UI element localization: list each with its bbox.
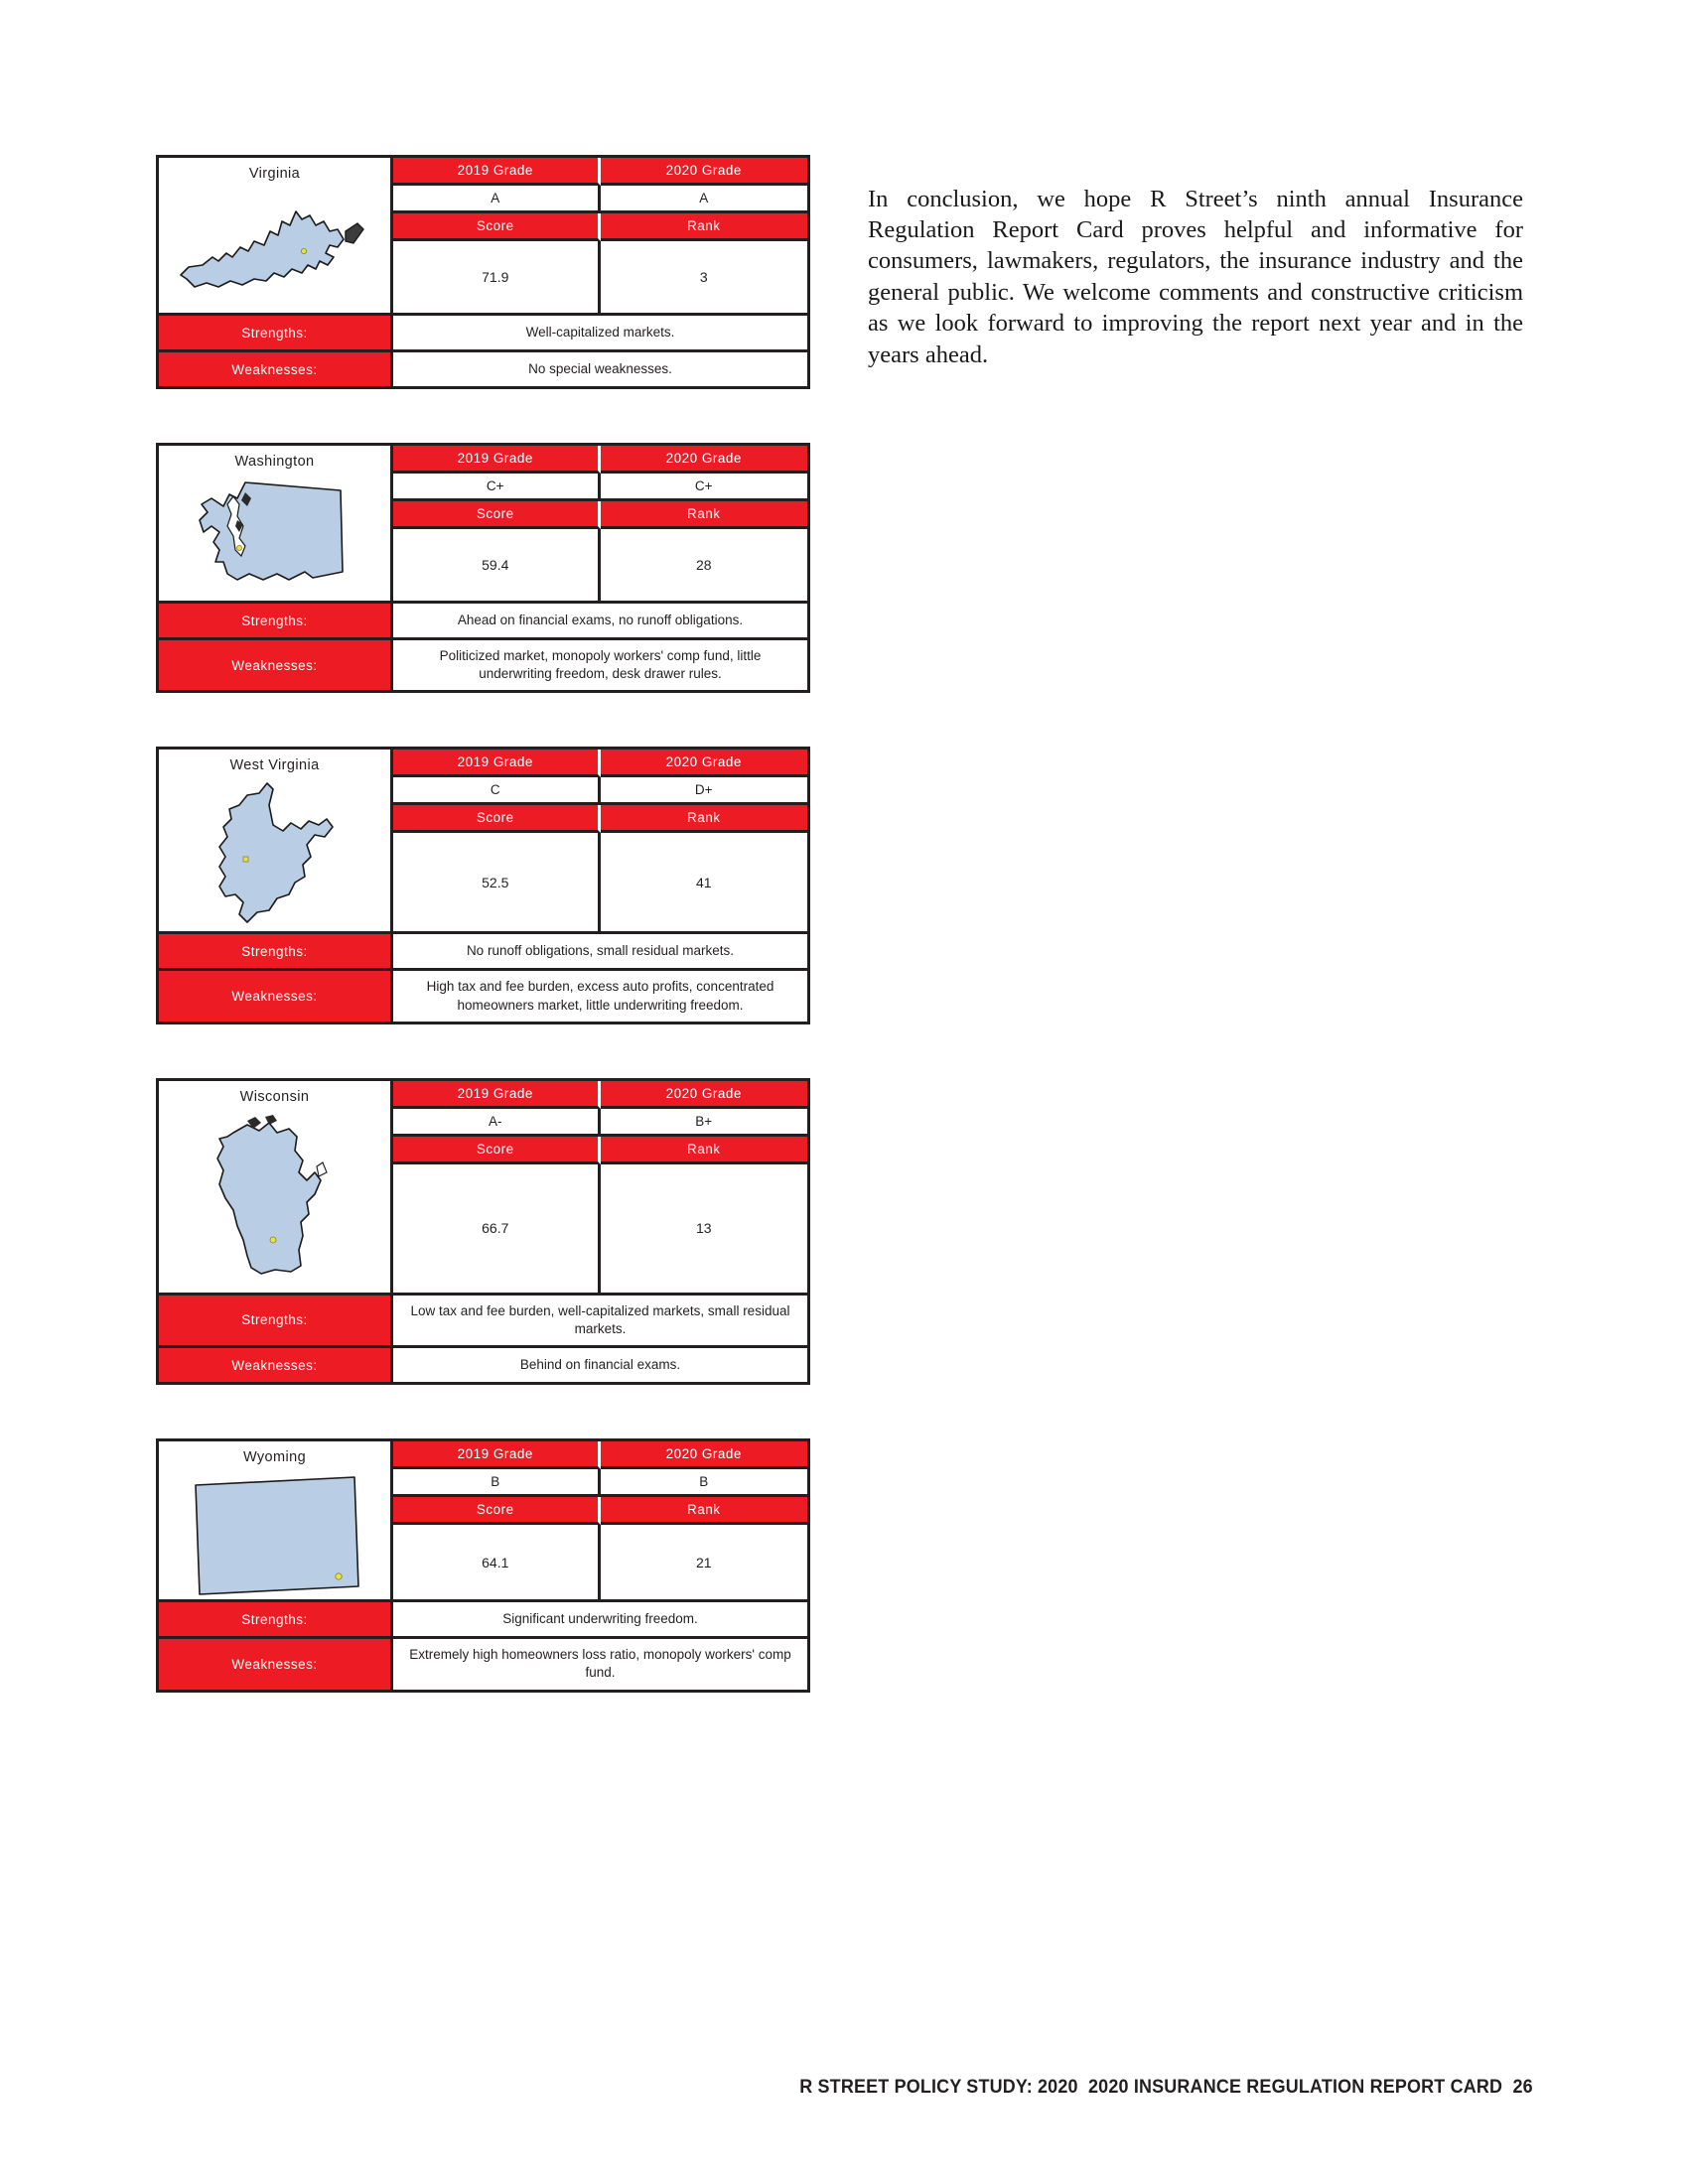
conclusion-paragraph: In conclusion, we hope R Street’s ninth annual Insurance Regulation Report Card proves helpful and informative for consumers, lawmakers, regulators, the insurance industry and the general public. We welcome comments and constructive criticism as we look forward to improving the report next year and in the years ahead. xyxy=(868,185,1523,368)
value-2020-grade: B xyxy=(601,1469,808,1497)
header-rank: Rank xyxy=(601,501,808,529)
value-2020-grade: B+ xyxy=(601,1109,808,1137)
weaknesses-row xyxy=(159,1639,807,1689)
weaknesses-text: Politicized market, monopoly workers' comp fund, little underwriting freedom, desk drawer rules. xyxy=(393,640,807,690)
state-card-wyoming xyxy=(156,1438,810,1692)
header-score: Score xyxy=(393,213,601,241)
header-2020-grade: 2020 Grade xyxy=(601,446,808,474)
state-card-west-virginia xyxy=(156,747,810,1024)
score-rank-header-row xyxy=(393,213,807,241)
grades-panel xyxy=(393,1441,807,1599)
value-rank: 21 xyxy=(601,1525,808,1599)
strengths-row xyxy=(159,316,807,352)
grade-header-row xyxy=(393,446,807,474)
header-rank: Rank xyxy=(601,1497,808,1525)
strengths-label: Strengths: xyxy=(159,1296,393,1345)
value-rank: 28 xyxy=(601,529,808,601)
weaknesses-label: Weaknesses: xyxy=(159,971,393,1021)
weaknesses-text: Behind on financial exams. xyxy=(393,1348,807,1382)
state-card-wisconsin xyxy=(156,1078,810,1385)
grade-value-row xyxy=(393,777,807,805)
value-score: 66.7 xyxy=(393,1164,601,1293)
grades-panel xyxy=(393,446,807,601)
header-2020-grade: 2020 Grade xyxy=(601,158,808,186)
grade-value-row xyxy=(393,1109,807,1137)
value-rank: 41 xyxy=(601,833,808,931)
state-name: West Virginia xyxy=(229,757,320,774)
grade-header-row xyxy=(393,1081,807,1109)
strengths-label: Strengths: xyxy=(159,934,393,968)
card-upper xyxy=(159,1441,807,1602)
header-2020-grade: 2020 Grade xyxy=(601,1441,808,1469)
weaknesses-label: Weaknesses: xyxy=(159,1348,393,1382)
weaknesses-row xyxy=(159,640,807,690)
header-rank: Rank xyxy=(601,1137,808,1164)
value-score: 64.1 xyxy=(393,1525,601,1599)
score-rank-header-row xyxy=(393,1137,807,1164)
grade-header-row xyxy=(393,158,807,186)
weaknesses-label: Weaknesses: xyxy=(159,640,393,690)
state-map-washington-icon xyxy=(159,473,390,601)
grades-panel xyxy=(393,750,807,931)
state-card-virginia xyxy=(156,155,810,389)
header-2020-grade: 2020 Grade xyxy=(601,750,808,777)
score-rank-header-row xyxy=(393,1497,807,1525)
grade-header-row xyxy=(393,1441,807,1469)
score-rank-value-row xyxy=(393,1525,807,1599)
weaknesses-row xyxy=(159,352,807,386)
strengths-text: Ahead on financial exams, no runoff obligations. xyxy=(393,604,807,637)
map-panel xyxy=(159,1441,393,1599)
value-rank: 13 xyxy=(601,1164,808,1293)
weaknesses-text: High tax and fee burden, excess auto profits, concentrated homeowners market, little underwriting freedom. xyxy=(393,971,807,1021)
value-2020-grade: A xyxy=(601,186,808,213)
header-rank: Rank xyxy=(601,805,808,833)
header-score: Score xyxy=(393,805,601,833)
header-score: Score xyxy=(393,1137,601,1164)
strengths-label: Strengths: xyxy=(159,316,393,349)
state-name: Virginia xyxy=(248,166,301,182)
state-name: Wyoming xyxy=(242,1449,307,1466)
weaknesses-text: Extremely high homeowners loss ratio, monopoly workers' comp fund. xyxy=(393,1639,807,1689)
value-2019-grade: B xyxy=(393,1469,601,1497)
grade-value-row xyxy=(393,1469,807,1497)
state-name: Washington xyxy=(234,454,315,470)
strengths-row xyxy=(159,934,807,971)
score-rank-header-row xyxy=(393,805,807,833)
strengths-text: Low tax and fee burden, well-capitalized markets, small residual markets. xyxy=(393,1296,807,1345)
header-2019-grade: 2019 Grade xyxy=(393,446,601,474)
value-rank: 3 xyxy=(601,241,808,313)
grades-panel xyxy=(393,158,807,313)
header-2019-grade: 2019 Grade xyxy=(393,158,601,186)
strengths-text: Well-capitalized markets. xyxy=(393,316,807,349)
header-2019-grade: 2019 Grade xyxy=(393,1081,601,1109)
value-2019-grade: A xyxy=(393,186,601,213)
map-panel xyxy=(159,1081,393,1293)
card-upper xyxy=(159,1081,807,1296)
state-card-washington xyxy=(156,443,810,693)
state-map-virginia-icon xyxy=(159,185,390,313)
header-2019-grade: 2019 Grade xyxy=(393,1441,601,1469)
weaknesses-label: Weaknesses: xyxy=(159,1639,393,1689)
weaknesses-row xyxy=(159,971,807,1021)
map-panel xyxy=(159,750,393,931)
strengths-label: Strengths: xyxy=(159,604,393,637)
header-2019-grade: 2019 Grade xyxy=(393,750,601,777)
strengths-label: Strengths: xyxy=(159,1602,393,1636)
strengths-row xyxy=(159,1296,807,1348)
grade-header-row xyxy=(393,750,807,777)
map-panel xyxy=(159,158,393,313)
value-score: 52.5 xyxy=(393,833,601,931)
value-2019-grade: C xyxy=(393,777,601,805)
strengths-row xyxy=(159,1602,807,1639)
value-2019-grade: A- xyxy=(393,1109,601,1137)
card-upper xyxy=(159,750,807,934)
weaknesses-label: Weaknesses: xyxy=(159,352,393,386)
score-rank-value-row xyxy=(393,241,807,313)
value-score: 59.4 xyxy=(393,529,601,601)
score-rank-header-row xyxy=(393,501,807,529)
state-map-wisconsin-icon xyxy=(159,1108,390,1293)
strengths-row xyxy=(159,604,807,640)
score-rank-value-row xyxy=(393,529,807,601)
score-rank-value-row xyxy=(393,1164,807,1293)
grade-value-row xyxy=(393,186,807,213)
page-footer: R STREET POLICY STUDY: 2020 2020 INSURANCE REGULATION REPORT CARD 26 xyxy=(799,2076,1533,2098)
strengths-text: Significant underwriting freedom. xyxy=(393,1602,807,1636)
header-score: Score xyxy=(393,1497,601,1525)
grades-panel xyxy=(393,1081,807,1293)
value-score: 71.9 xyxy=(393,241,601,313)
weaknesses-text: No special weaknesses. xyxy=(393,352,807,386)
header-rank: Rank xyxy=(601,213,808,241)
state-map-wyoming-icon xyxy=(159,1468,390,1599)
strengths-text: No runoff obligations, small residual markets. xyxy=(393,934,807,968)
weaknesses-row xyxy=(159,1348,807,1382)
value-2020-grade: C+ xyxy=(601,474,808,501)
state-cards-column xyxy=(156,155,810,1746)
state-map-west-virginia-icon xyxy=(159,776,390,931)
value-2020-grade: D+ xyxy=(601,777,808,805)
grade-value-row xyxy=(393,474,807,501)
header-2020-grade: 2020 Grade xyxy=(601,1081,808,1109)
state-name: Wisconsin xyxy=(239,1088,310,1105)
map-panel xyxy=(159,446,393,601)
card-upper xyxy=(159,446,807,604)
header-score: Score xyxy=(393,501,601,529)
card-upper xyxy=(159,158,807,316)
score-rank-value-row xyxy=(393,833,807,931)
value-2019-grade: C+ xyxy=(393,474,601,501)
